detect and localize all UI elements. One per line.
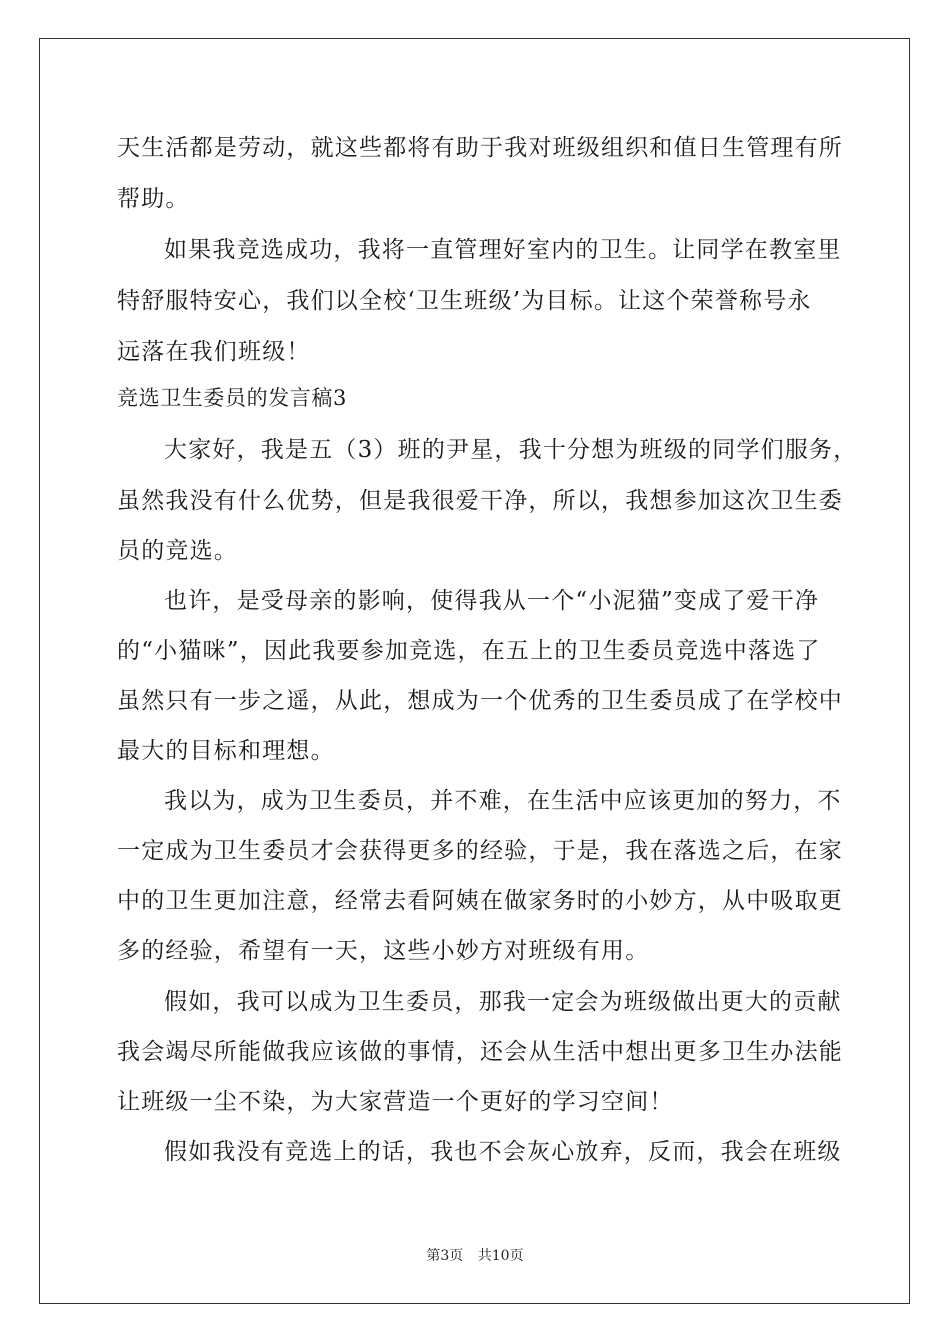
text-line: 帮助。 — [117, 186, 190, 212]
text-line: 虽然只有一步之遥，从此，想成为一个优秀的卫生委员成了在学校中 — [117, 688, 843, 714]
text-line: 我会竭尽所能做我应该做的事情，还会从生活中想出更多卫生办法能 — [117, 1039, 843, 1065]
paragraph-first-line: 假如我没有竞选上的话，我也不会灰心放弃，反而，我会在班级 — [164, 1139, 842, 1165]
page-footer — [0, 1247, 950, 1265]
text-line: 员的竞选。 — [117, 538, 238, 564]
text-line: 最大的目标和理想。 — [117, 738, 335, 764]
page-total: 共10页 — [477, 1248, 524, 1264]
text-line: 一定成为卫生委员才会获得更多的经验，于是，我在落选之后，在家 — [117, 838, 843, 864]
text-line: 特舒服特安心，我们以全校‘卫生班级’为目标。让这个荣誉称号永 — [117, 288, 812, 314]
paragraph-first-line: 假如，我可以成为卫生委员，那我一定会为班级做出更大的贡献 — [164, 989, 842, 1015]
paragraph-first-line: 也许，是受母亲的影响，使得我从一个“小泥猫”变成了爱干净 — [164, 588, 820, 614]
text-line: 的“小猫咪”，因此我要参加竞选，在五上的卫生委员竞选中落选了 — [117, 638, 821, 664]
text-line: 虽然我没有什么优势，但是我很爱干净，所以，我想参加这次卫生委 — [117, 488, 843, 514]
text-line: 多的经验，希望有一天，这些小妙方对班级有用。 — [117, 938, 650, 964]
page-number: 第3页 — [426, 1248, 464, 1264]
paragraph-first-line: 如果我竞选成功，我将一直管理好室内的卫生。让同学在教室里 — [164, 237, 842, 263]
text-line: 中的卫生更加注意，经常去看阿姨在做家务时的小妙方，从中吸取更 — [117, 888, 843, 914]
text-line: 远落在我们班级！ — [117, 339, 311, 365]
paragraph-first-line: 大家好，我是五（3）班的尹星，我十分想为班级的同学们服务， — [164, 437, 858, 463]
text-line: 让班级一尘不染，为大家营造一个更好的学习空间！ — [117, 1089, 674, 1115]
section-heading: 竞选卫生委员的发言稿3 — [117, 386, 347, 410]
paragraph-first-line: 我以为，成为卫生委员，并不难，在生活中应该更加的努力，不 — [164, 788, 842, 814]
text-line: 天生活都是劳动，就这些都将有助于我对班级组织和值日生管理有所 — [117, 135, 843, 161]
